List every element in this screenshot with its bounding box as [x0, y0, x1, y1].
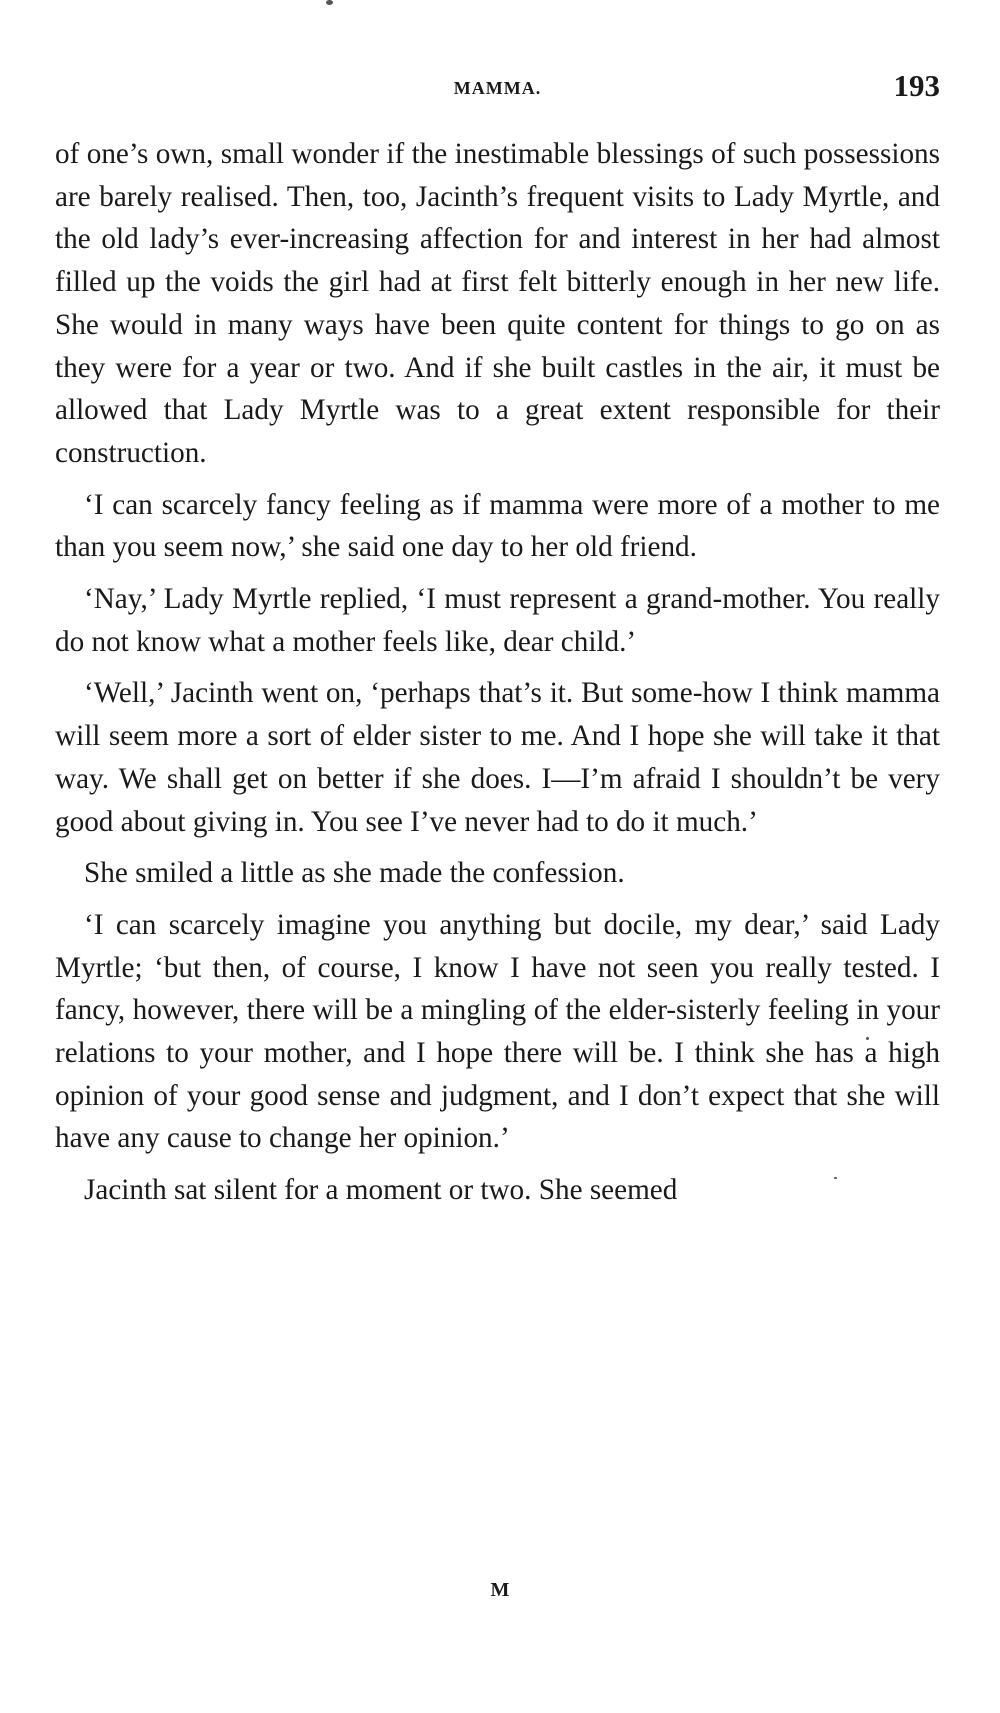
page-header — [55, 68, 940, 108]
body-text — [55, 133, 940, 1221]
paragraph: ‘I can scarcely imagine you anything but docile, my dear,’ said Lady Myrtle; ‘but then, of course, I know I have not seen you really tested. I fancy, however, there will be a mingling of the elder-sisterly feeling in your relations to your mother, and I hope there will be. I think she has a high opinion of your good sense and judgment, and I don’t expect that she will have any cause to change her opinion.’ — [55, 908, 940, 1155]
paragraph-continued: of one’s own, small wonder if the inestimable blessings of such possessions are barely realised. Then, too, Jacinth’s frequent visits to Lady Myrtle, and the old lady’s ever-increasing affection for and interest in her had almost filled up the voids the girl had at first felt bitterly enough in her new life. She would in many ways have been quite content for things to go on as they were for a year or two. And if she built castles in the air, it must be allowed that Lady Myrtle was to a great extent responsible for their construction. — [55, 138, 940, 469]
paragraph-last: Jacinth sat silent for a moment or two. She seemed — [84, 1174, 678, 1207]
paragraph: She smiled a little as she made the confession. — [84, 857, 625, 890]
paragraph: ‘Nay,’ Lady Myrtle replied, ‘I must represent a grand-mother. You really do not know what a mother feels like, dear child.’ — [55, 583, 940, 658]
paragraph: ‘I can scarcely fancy feeling as if mamma were more of a mother to me than you seem now,’ she said one day to her old friend. — [55, 488, 940, 564]
page-number: 193 — [893, 68, 940, 103]
paragraph: ‘Well,’ Jacinth went on, ‘perhaps that’s it. But some-how I think mamma will seem more a sort of elder sister to me. And I hope she will take it that way. We shall get on better if she does. I—I’m afraid I shouldn’t be very good about giving in. You see I’ve never had to do it much.’ — [55, 677, 940, 838]
signature-mark: M — [490, 1579, 510, 1601]
running-title: MAMMA. — [453, 78, 542, 98]
ink-speck-top — [326, 0, 333, 5]
